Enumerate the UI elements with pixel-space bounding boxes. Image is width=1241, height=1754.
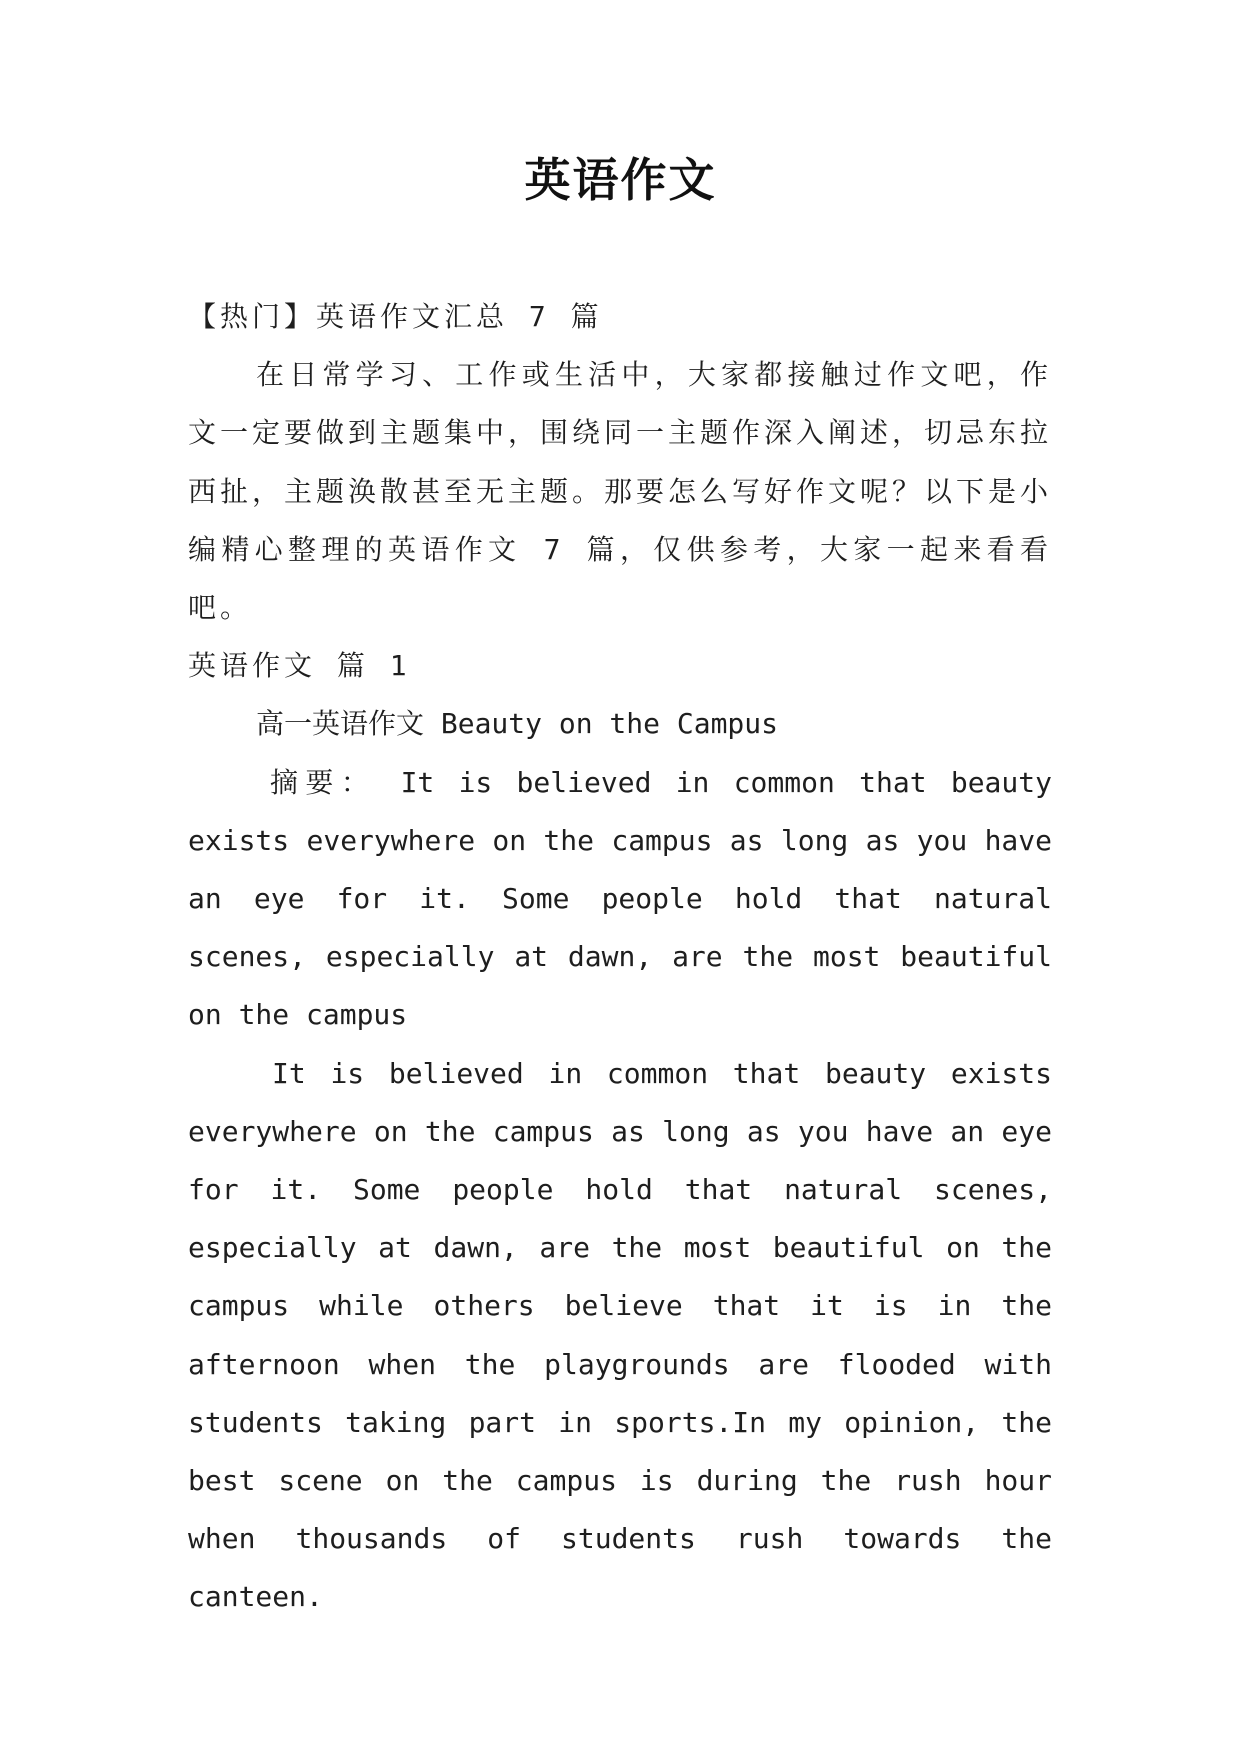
intro-paragraph: 在日常学习、工作或生活中，大家都接触过作文吧，作文一定要做到主题集中，围绕同一主题作深入阐述，切忌东拉西扯，主题涣散甚至无主题。那要怎么写好作文呢？以下是小编精心整理的英语作文 7 篇，仅供参考，大家一起来看看吧。 [188, 358, 1053, 625]
essay-paragraph: It is believed in common that beauty exists everywhere on the campus as long as you have an eye for it. Some people hold that natural scenes, especially at dawn, are the most beautiful on the campus while others believe that it is in the afternoon when the playgrounds are flooded with students taking part in sports.In my opinion, the best scene on the campus is during the rush hour when thousands of students rush towards the canteen. [188, 1056, 1052, 1614]
abstract-paragraph: 摘要： It is believed in common that beauty exists everywhere on the campus as long as you have an eye for it. Some people hold that natural scenes, especially at dawn, are the most beautiful on the campus [188, 765, 1052, 1032]
document-body [188, 288, 1052, 1627]
document-title: 英语作文 [524, 153, 717, 207]
section-label: 英语作文 篇 1 [188, 649, 411, 683]
document-heading: 【热门】英语作文汇总 7 篇 [188, 300, 603, 333]
essay-title: 高一英语作文 Beauty on the Campus [256, 707, 779, 741]
